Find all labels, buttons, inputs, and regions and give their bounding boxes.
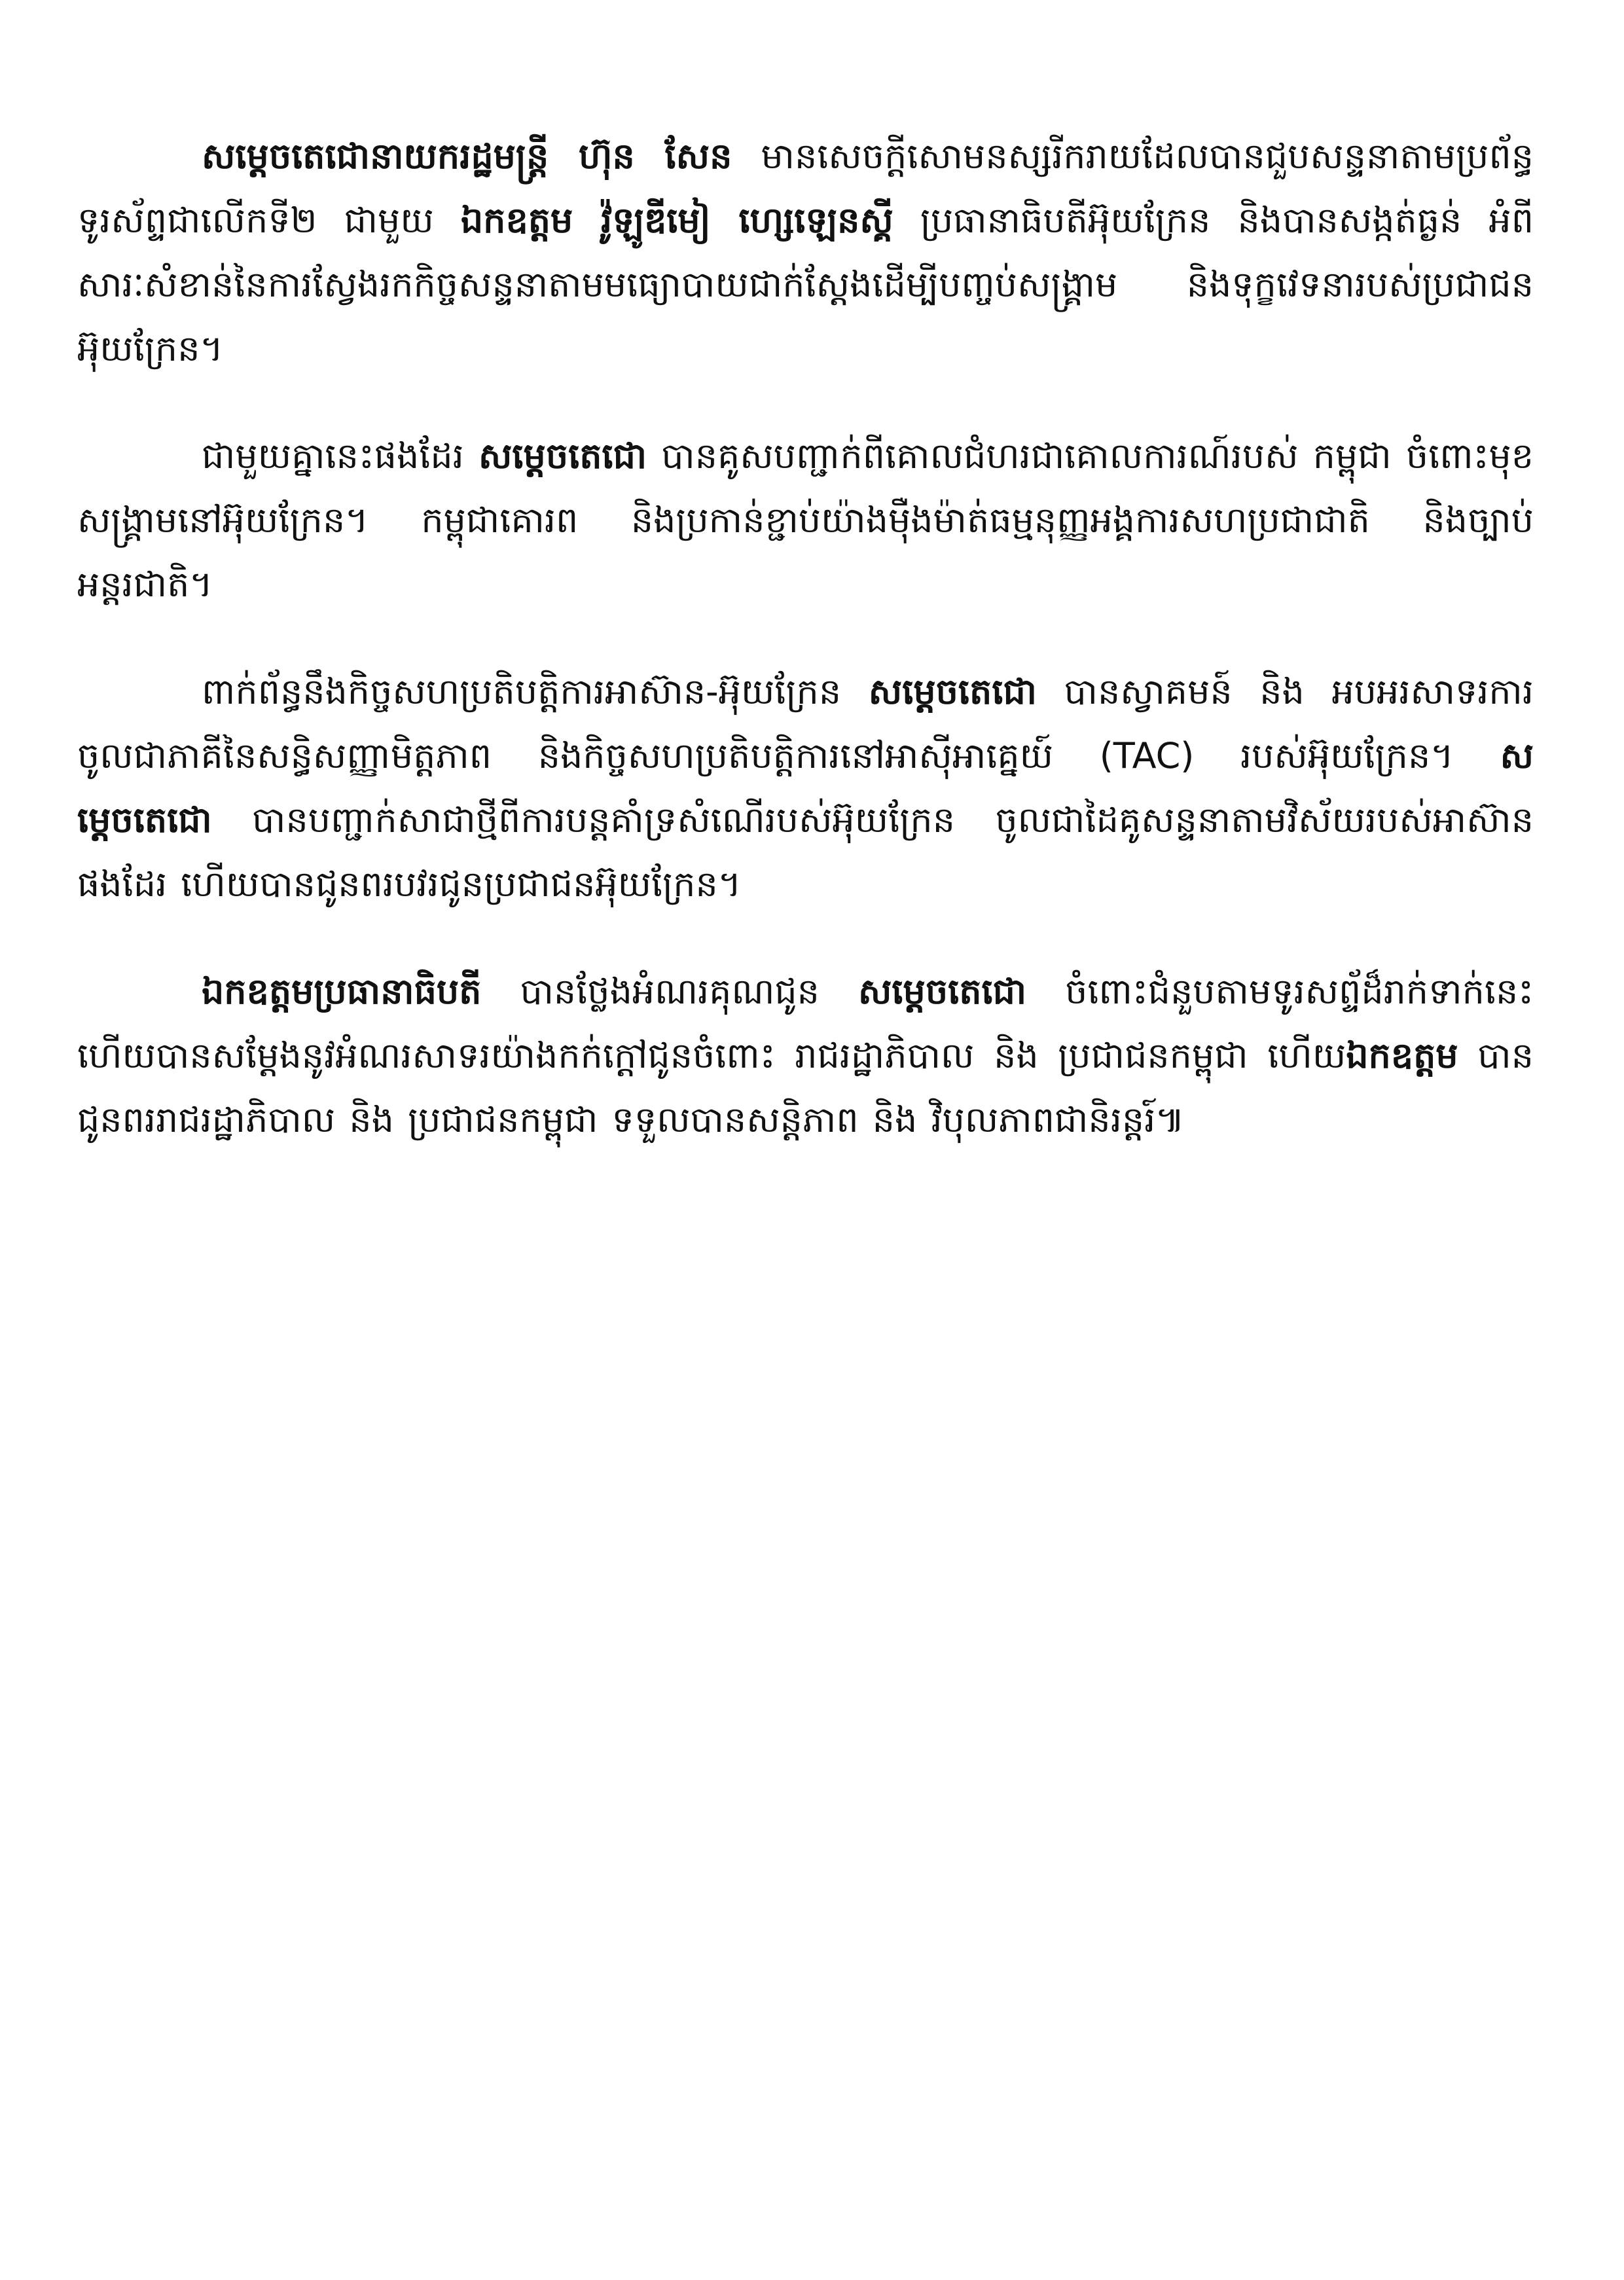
bold-text: ឯកឧត្តម វ៉ូឡូឌីមៀ ហ្សេឡេនស្គី [460,200,893,241]
paragraph-1 [77,124,1534,381]
body-text: បានជូនពររាជរដ្ឋាភិបាល និង ប្រជាជនកម្ពុជា ទទួលបានសន្តិភាព និង វិបុលភាពជានិរន្តរ៍៕ [77,1035,1534,1140]
body-text: មានសេចក្តីសោមនស្សរីករាយដែលបានជួបសន្ទនាតាមប្រព័ន្ធទូរស័ព្ទជាលើកទី២ ជាមួយ [77,136,1534,241]
body-text: បានថ្លែងអំណរគុណជូន [481,971,858,1012]
bold-text: សម្តេចតេជោ [77,735,1534,841]
body-text: ជាមួយគ្នានេះផងដែរ [202,435,478,477]
body-text: ចំពោះជំនួបតាមទូរសព្ទ័ដ៏រាក់ទាក់នេះ ហើយបានសម្តែងនូវអំណរសាទរយ៉ាងកក់ក្តៅជូនចំពោះ រាជរដ្ឋាភិបាល និង ប្រជាជនកម្ពុជា ហើយ [77,971,1534,1076]
bold-text: ឯកឧត្តម [1346,1035,1458,1076]
body-text: ពាក់ព័ន្ធនឹងកិច្ចសហប្រតិបត្តិការអាស៊ាន-អ៊ុយក្រែន [202,671,869,712]
paragraph-4 [77,960,1534,1152]
paragraph-2 [77,424,1534,617]
body-text: បានគូសបញ្ជាក់ពីគោលជំហរជាគោលការណ៍របស់ កម្ពុជា ចំពោះមុខសង្គ្រាមនៅអ៊ុយក្រែន។ កម្ពុជាគោរព និងប្រកាន់ខ្ជាប់យ៉ាងម៉ឺងម៉ាត់ធម្មនុញ្ញអង្គការសហប្រជាជាតិ និងច្បាប់អន្តរជាតិ។ [77,435,1534,605]
bold-text: សម្តេចតេជោនាយករដ្ឋមន្ត្រី ហ៊ុន សែន [202,136,732,177]
body-text: បានស្វាគមន៍ និង អបអរសាទរការចូលជាភាគីនៃសន្ធិសញ្ញាមិត្តភាព និងកិច្ចសហប្រតិបត្តិការនៅអាស៊ីអាគ្នេយ៍ (TAC) របស់អ៊ុយក្រែន។ [77,671,1534,776]
body-text: ប្រធានាធិបតីអ៊ុយក្រែន និងបានសង្កត់ធ្ងន់ អំពីសារៈសំខាន់នៃការស្វែងរកកិច្ចសន្ទនាតាមមធ្យោបាយជាក់ស្តែងដើម្បីបញ្ចប់សង្គ្រាម និងទុក្ខវេទនារបស់ប្រជាជនអ៊ុយក្រែន។ [77,200,1534,369]
bold-text: សម្តេចតេជោ [857,971,1027,1012]
bold-text: ឯកឧត្តមប្រធានាធិបតី [202,971,482,1012]
body-text: បានបញ្ជាក់សាជាថ្មីពីការបន្តគាំទ្រសំណើរបស់អ៊ុយក្រែន ចូលជាដៃគូសន្ទនាតាមវិស័យរបស់អាស៊ានផងដែរ ហើយបានជូនពរបវរជូនប្រជាជនអ៊ុយក្រែន។ [77,799,1534,905]
document-page [77,124,1534,1195]
paragraph-3 [77,660,1534,916]
bold-text: សម្តេចតេជោ [478,435,647,477]
bold-text: សម្តេចតេជោ [868,671,1037,712]
